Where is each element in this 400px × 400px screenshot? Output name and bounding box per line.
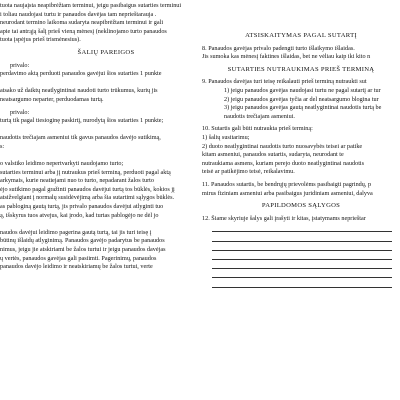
fill-in-line — [212, 277, 392, 278]
text-line — [0, 152, 192, 161]
text-line — [0, 126, 192, 135]
text-line: ėjo sutikimo pagal gražinti panaudos davėjui turtą tos būklės, kokios jį — [0, 185, 175, 193]
text-line — [0, 220, 192, 229]
text-line: nutraukiama asmens, kuriam perejo duoto neatlygintinai naudotis — [202, 159, 365, 167]
text-line: nimus, jeigu jie atskiriami be žalos turtui ir jeigu panaudos davėjas — [0, 246, 166, 254]
section-title-settlement: ATSISKAITYMAS PAGAL SUTARTĮ — [245, 32, 357, 39]
blank-fill-lines — [202, 231, 400, 287]
text-line: neurodant termino laikoma sudaryta neapibrėžtam terminui ir gali — [0, 19, 164, 27]
section-title-early-termination: SUTARTIES NUTRAUKIMAS PRIEŠ TERMINĄ — [227, 65, 375, 73]
text-line: ą, išskyrus tuos atvejus, kai įrodo, kad turtas pablogėjo ne dėl jo — [0, 211, 159, 219]
subsection-lender: privalo: — [10, 61, 30, 69]
text-line: turtą tik pagal tiesioginę paskirtį, nurodytą šios sutarties 1 punkte; — [0, 117, 164, 125]
clause-12: 12. Šiame skyriuje šalys gali įrašyti ir kitas, įstatymams neprieštar — [202, 214, 366, 222]
text-line: atsako už daiktų neatlygintinai naudoti turto trūkumus, kurių jis — [0, 87, 158, 95]
text-line: tuota naujaįsta neapibrėžtam terminui, jeigu pasibaigus sutarties terminui — [0, 2, 182, 9]
text-line: o valstiko leidimo nepertvarkyti naudojamo turto; — [0, 160, 124, 168]
text-line: naudos davėjui leidimo pagerina gautą turtą, tai jis turi teisę į — [0, 228, 152, 236]
text-line: naudotis trečiajam asmeniui tik gavus panaudos davėjo sutikimą, — [0, 134, 161, 142]
text-line: 3) jeigu panaudos gavėjas gautą neatlygintinai naudotis turtą be — [224, 104, 382, 112]
text-line: 10. Sutartis gali būti nutraukta prieš terminą: — [202, 125, 313, 133]
section-title-additional-terms: PAPILDOMOS SĄLYGOS — [261, 202, 341, 210]
lender-duties-list — [0, 70, 192, 104]
text-line: 2) jeigu panaudos gavėjas tyčia ar del neatsargumo blogina tur — [224, 95, 379, 103]
fill-in-line — [212, 259, 392, 260]
text-line: ų vertės, panaudos gavėjas gali pasiimti. Pagerinimų, panaudos — [0, 254, 157, 262]
left-column — [0, 2, 192, 272]
fill-in-line — [212, 241, 392, 242]
clause-8 — [202, 45, 400, 62]
section-title-parties-duties: ŠALIŲ PAREIGOS — [77, 48, 135, 56]
fill-in-line — [212, 287, 392, 288]
clause-9-intro: 9. Panaudos davėjas turi teisę reikalauti prieš terminą nutraukti sut — [202, 78, 367, 86]
text-line: neatsargumo neparter, perduodamas turtą. — [0, 95, 104, 103]
text-line: naudotis trečiajam asmeniui. — [224, 112, 295, 120]
text-line: panaudos davėjo leidimo ir neatskiriamų be žalos turtui, verte — [0, 263, 153, 271]
text-line: i toliau naudojasi turtu ir panaudos davėjas tam neprieštarauja . — [0, 10, 157, 18]
text-line: sutarties terminui arba jį nutraukus prieš terminą, perduoti pagal aktą — [0, 168, 171, 176]
text-line: perdavimo aktą perduoti panaudos gavėjui šios sutarties 1 punkte — [0, 70, 162, 78]
text-line: atsižvelgiant į normalų susidėvėjimą arba šia sutartimi sąlygos būklės. — [0, 194, 175, 202]
text-line: 11. Panaudos sutartis, be bendrųjų prievolėms pasibaigti pagrindų, p — [202, 180, 372, 188]
text-line: Jis sumoka kas mėnesį faktines išlaidas, bet ne vėliau kaip iki kito n — [202, 53, 371, 61]
clause-9-items — [202, 87, 400, 121]
text-line: mirus fiziniam asmeniui arba pasibaigus juridiniam asmeniui, dalyva — [202, 189, 373, 197]
text-line: s: — [0, 142, 5, 150]
fill-in-line — [212, 250, 392, 251]
text-line: būtinų išlaidų atlyginimą. Panaudos gavėjo padarytus be panaudos — [0, 237, 165, 245]
clause-11 — [202, 181, 400, 198]
text-line: tuota įspėjus prieš trismėnesius). — [0, 36, 81, 44]
text-line: arkymais, kurie neatiejami nuo to turto, nepadarant žalos turto — [0, 177, 154, 185]
subsection-borrower: privalo: — [10, 108, 30, 116]
clause-10 — [202, 125, 400, 177]
fill-in-line — [212, 231, 392, 232]
text-line: apie tai antrąją šalį prieš vieną mėnesį (neklinojamo turto panaudos — [0, 27, 167, 35]
text-line: teisė ar patikėjimo teisė, reikalavimu. — [202, 168, 295, 176]
text-line: 8. Panaudos gavėjas privalo padengti turto išlaikymo išlaidas. — [202, 44, 355, 52]
text-line: kitam asmeniui, panaudos sutartis, sudaryta, neurodant te — [202, 151, 344, 159]
left-intro-paragraph — [0, 2, 192, 45]
right-column — [202, 32, 400, 288]
text-line: as pabloginą gautą turtą, jis privalo panaudos davėjui atlyginti tuo — [0, 203, 164, 211]
text-line: 1) šalių susitarimu; — [202, 133, 250, 141]
borrower-duties-list — [0, 117, 192, 169]
fill-in-line — [212, 268, 392, 269]
text-line: 2) duoto neatlygintinai naudotis turto nuosavybės teisei ar patike — [202, 142, 363, 150]
borrower-duties-body — [0, 169, 192, 272]
text-line: 1) jeigu panaudos gavėjas naudojasi turtu ne pagal sutartį ar tur — [224, 86, 381, 94]
text-line — [0, 79, 192, 88]
